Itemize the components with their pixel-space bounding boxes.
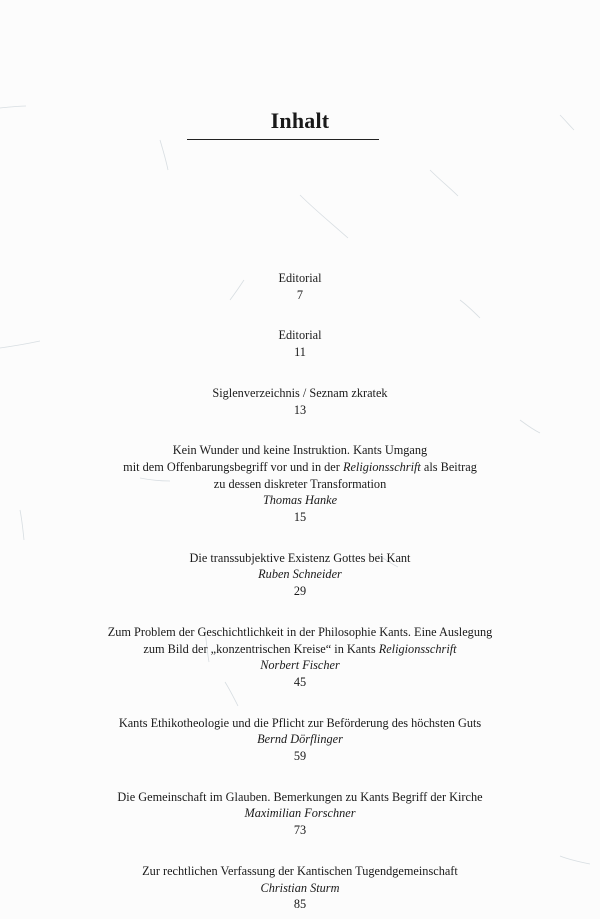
toc-entry-title-segment: Kants Ethikotheologie und die Pflicht zur Beförderung des höchsten Guts: [118, 715, 482, 730]
toc-entry-title-segment: Religionsschrift: [342, 459, 421, 474]
toc-entry-page-number: 11: [294, 345, 306, 360]
toc-entry-title-line: [0, 385, 600, 402]
toc-entry-title-segment: als Beitrag: [420, 459, 477, 474]
toc-entry-author: Maximilian Forschner: [244, 806, 356, 821]
toc-entry-title-line: [0, 641, 600, 658]
toc-entry-page-number: 13: [293, 402, 307, 417]
toc-entry-title-line: [0, 327, 600, 344]
toc-entry: [0, 863, 600, 913]
toc-entry-page-number: 15: [293, 510, 307, 525]
page-title: Inhalt: [270, 108, 330, 133]
toc-entry-title-segment: zum Bild der „konzentrischen Kreise“ in Kants: [143, 641, 379, 656]
toc-entry-title-line: [0, 459, 600, 476]
toc-entry-title-line: [0, 270, 600, 287]
toc-entry-author: Norbert Fischer: [260, 658, 340, 673]
toc-entry-title-segment: Editorial: [278, 328, 322, 343]
toc-entry-title-line: [0, 624, 600, 641]
toc-entry-page-number: 45: [293, 674, 307, 689]
toc-entry-page-number: 7: [296, 287, 304, 302]
toc-entry: [0, 789, 600, 839]
toc-entry: [0, 385, 600, 418]
toc-entry-title-line: [0, 789, 600, 806]
toc-entry-title-segment: Editorial: [278, 271, 322, 285]
toc-entry-title-segment: Die transsubjektive Existenz Gottes bei Kant: [189, 550, 411, 565]
toc-entry-page-number: 85: [293, 897, 307, 912]
toc-entry-title-segment: Siglenverzeichnis / Seznam zkratek: [212, 385, 388, 400]
toc-entry-title-line: [0, 715, 600, 732]
toc-entry: [0, 624, 600, 691]
toc-entry-title-line: [0, 863, 600, 880]
toc-entry-title-segment: Zum Problem der Geschichtlichkeit in der Philosophie Kants. Eine Auslegung: [107, 624, 493, 639]
toc-entry-page-number: 73: [293, 823, 307, 838]
toc-entry-title-segment: Zur rechtlichen Verfassung der Kantischen Tugendgemeinschaft: [142, 863, 458, 878]
toc-entry: [0, 550, 600, 600]
toc-entry-title-segment: Kein Wunder und keine Instruktion. Kants Umgang: [172, 443, 428, 458]
toc-entry: [0, 327, 600, 360]
toc-entry: [0, 442, 600, 526]
toc-entry-author: Christian Sturm: [260, 880, 340, 895]
table-of-contents: [0, 270, 600, 913]
toc-entry: [0, 715, 600, 765]
toc-entry-title-segment: mit dem Offenbarungsbegriff vor und in der: [123, 459, 343, 474]
toc-entry-title-line: [0, 442, 600, 459]
toc-entry-page-number: 59: [293, 749, 307, 764]
title-underline: [187, 139, 379, 140]
toc-entry-title-segment: zu dessen diskreter Transformation: [213, 476, 387, 491]
toc-entry-title-line: [0, 550, 600, 567]
toc-entry-author: Bernd Dörflinger: [257, 732, 343, 747]
toc-entry-author: Thomas Hanke: [262, 493, 338, 508]
toc-entry: [0, 270, 600, 303]
toc-entry-title-line: [0, 476, 600, 493]
toc-entry-title-segment: Religionsschrift: [378, 641, 457, 656]
toc-entry-title-segment: Die Gemeinschaft im Glauben. Bemerkungen zu Kants Begriff der Kirche: [117, 789, 483, 804]
toc-entry-author: Ruben Schneider: [258, 567, 342, 582]
toc-entry-page-number: 29: [293, 584, 307, 599]
